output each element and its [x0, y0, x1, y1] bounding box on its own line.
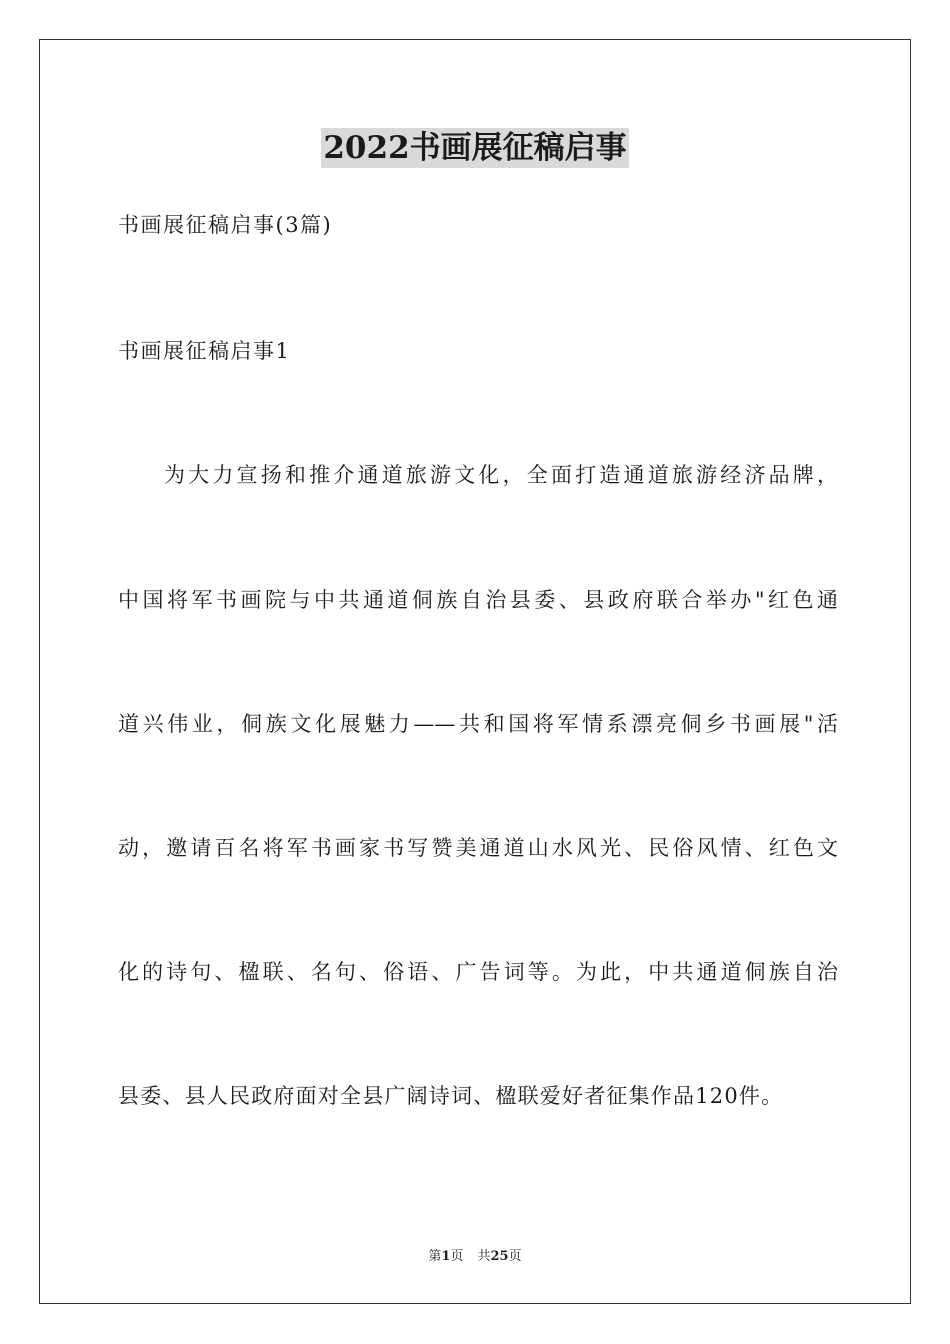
body-line-1: 为大力宣扬和推介通道旅游文化，全面打造通道旅游经济品牌，: [164, 463, 838, 487]
footer-total-prefix: 共: [477, 1249, 491, 1264]
document-title: 2022书画展征稿启事: [323, 130, 627, 166]
footer-page-suffix: 页: [450, 1249, 464, 1264]
footer-total-suffix: 页: [508, 1249, 522, 1264]
document-subtitle: 书画展征稿启事(3篇): [118, 213, 333, 237]
body-line-2: 中国将军书画院与中共通道侗族自治县委、县政府联合举办"红色通: [118, 588, 838, 612]
body-line-5: 化的诗句、楹联、名句、俗语、广告词等。为此，中共通道侗族自治: [118, 960, 838, 984]
body-line-4: 动，邀请百名将军书画家书写赞美通道山水风光、民俗风情、红色文: [118, 836, 838, 860]
title-container: [0, 128, 950, 168]
footer-page-number: 1: [441, 1249, 451, 1264]
page-footer: [0, 1248, 950, 1266]
footer-page-prefix: 第: [428, 1249, 442, 1264]
footer-total-pages: 25: [490, 1249, 509, 1264]
body-line-3: 道兴伟业，侗族文化展魅力——共和国将军情系漂亮侗乡书画展"活: [118, 712, 838, 736]
section-heading: 书画展征稿启事1: [118, 339, 291, 363]
body-line-6: 县委、县人民政府面对全县广阔诗词、楹联爱好者征集作品120件。: [118, 1084, 784, 1108]
